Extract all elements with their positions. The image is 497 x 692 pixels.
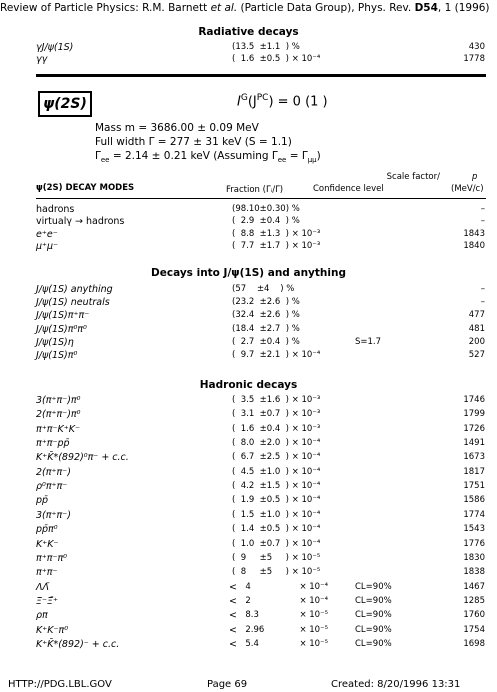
branching-fraction: ( 9.7 ±2.1 ) × 10⁻⁴ xyxy=(232,350,321,360)
header-journal-volume: D54 xyxy=(414,2,438,14)
branching-fraction: ( 2.9 ±0.4 ) % xyxy=(232,216,300,227)
particle-gamma-ee xyxy=(95,150,321,164)
decay-mode: K⁺K⁻π⁰ xyxy=(36,624,69,636)
momentum: 1838 xyxy=(463,567,485,578)
momentum: 1285 xyxy=(463,595,485,606)
momentum: 1673 xyxy=(463,452,485,463)
decay-mode: γγ xyxy=(36,54,48,65)
table-row xyxy=(0,481,497,493)
momentum: 1776 xyxy=(463,538,485,549)
particle-width: Full width Γ = 277 ± 31 keV (S = 1.1) xyxy=(95,136,292,148)
upper-limit-sign: < xyxy=(229,638,237,650)
branching-fraction: (13.5 ±1.1 ) % xyxy=(232,42,300,52)
upper-limit-sign: < xyxy=(229,595,237,607)
confidence-level: CL=90% xyxy=(355,581,392,592)
table-row xyxy=(0,324,497,336)
table-row xyxy=(0,553,497,565)
confidence-level: CL=90% xyxy=(355,595,392,606)
decay-mode: 2(π⁺π⁻) xyxy=(36,466,71,478)
hadronic-section-title: Hadronic decays xyxy=(199,379,298,391)
header-text-post: (Particle Data Group), Phys. Rev. xyxy=(237,2,415,14)
decay-mode: virtualγ → hadrons xyxy=(36,216,125,228)
momentum: 1746 xyxy=(463,395,485,405)
branching-fraction: ( 1.6 ±0.4 ) × 10⁻³ xyxy=(232,423,321,434)
decay-mode: K⁺K⁻ xyxy=(36,538,59,550)
momentum: 1840 xyxy=(463,240,485,251)
momentum: 1491 xyxy=(463,438,485,449)
momentum: 477 xyxy=(468,310,485,321)
table-row xyxy=(0,395,497,407)
momentum: 1830 xyxy=(463,552,485,563)
decay-mode: J/ψ(1S)π⁰ xyxy=(36,350,78,361)
particle-name-box: ψ(2S) xyxy=(38,91,92,117)
table-row xyxy=(0,467,497,479)
confidence-level: CL=90% xyxy=(355,624,392,635)
table-row xyxy=(0,424,497,436)
branching-fraction: ( 1.5 ±1.0 ) × 10⁻⁴ xyxy=(232,509,321,520)
particle-mass: Mass m = 3686.00 ± 0.09 MeV xyxy=(95,122,259,134)
decay-mode: ρπ xyxy=(36,610,48,622)
table-row xyxy=(0,610,497,622)
gamma-sub-3: μμ xyxy=(307,156,317,165)
table-row xyxy=(0,204,497,216)
table-row xyxy=(0,639,497,651)
momentum: 527 xyxy=(468,350,485,360)
branching-fraction: ( 4.5 ±1.0 ) × 10⁻⁴ xyxy=(232,466,321,477)
upper-limit-sign: < xyxy=(229,581,237,593)
table-row xyxy=(0,524,497,536)
radiative-decays-title: Radiative decays xyxy=(198,26,299,38)
decay-mode: hadrons xyxy=(36,204,75,215)
col-decay-modes: ψ(2S) DECAY MODES xyxy=(36,183,135,193)
quantum-numbers xyxy=(237,93,328,109)
momentum: 1726 xyxy=(463,423,485,434)
table-row xyxy=(0,284,497,296)
branching-fraction: ( 1.9 ±0.5 ) × 10⁻⁴ xyxy=(232,495,321,506)
branching-fraction: ( 1.6 ±0.5 ) × 10⁻⁴ xyxy=(232,54,321,64)
table-row xyxy=(0,409,497,421)
momentum: 1698 xyxy=(463,638,485,649)
branching-fraction: ( 9 ±5 ) × 10⁻⁵ xyxy=(232,552,321,563)
momentum: 1754 xyxy=(463,624,485,635)
branching-fraction: (23.2 ±2.6 ) % xyxy=(232,297,300,308)
branching-fraction: 4 × 10⁻⁴ xyxy=(240,581,328,592)
gamma-sub-2: ee xyxy=(277,156,287,165)
branching-fraction: 2 × 10⁻⁴ xyxy=(240,595,328,606)
table-row xyxy=(0,495,497,507)
footer-url: HTTP://PDG.LBL.GOV xyxy=(8,679,112,690)
col-p-top: p xyxy=(472,172,478,182)
col-p-bottom: (MeV/c) xyxy=(451,184,484,194)
table-row xyxy=(0,42,497,54)
confidence-level: CL=90% xyxy=(355,610,392,621)
table-row xyxy=(0,216,497,228)
footer-created: Created: 8/20/1996 13:31 xyxy=(331,679,461,690)
decay-mode: e⁺e⁻ xyxy=(36,228,58,240)
table-row xyxy=(0,510,497,522)
decay-mode: ΛΛ̄ xyxy=(36,581,49,593)
qn-value: ) = 0 (1 ) xyxy=(268,94,328,110)
decay-mode: J/ψ(1S)π⁰π⁰ xyxy=(36,323,87,335)
decay-mode: γJ/ψ(1S) xyxy=(36,42,74,53)
decay-mode: J/ψ(1S) anything xyxy=(36,284,113,295)
momentum: – xyxy=(480,284,485,294)
qn-J: (J xyxy=(247,94,257,110)
scale-factor: S=1.7 xyxy=(355,336,382,347)
momentum: 481 xyxy=(468,323,485,334)
branching-fraction: (57 ±4 ) % xyxy=(232,284,295,294)
header-text: Review of Particle Physics: R.M. Barnett xyxy=(0,2,211,14)
decay-mode: J/ψ(1S)η xyxy=(36,336,74,348)
branching-fraction: ( 2.7 ±0.4 ) % xyxy=(232,336,300,347)
branching-fraction: 8.3 × 10⁻⁵ xyxy=(240,610,328,621)
table-row xyxy=(0,297,497,309)
momentum: 1467 xyxy=(463,581,485,592)
momentum: 1799 xyxy=(463,409,485,420)
table-row xyxy=(0,625,497,637)
momentum: 1586 xyxy=(463,495,485,506)
table-row xyxy=(0,241,497,253)
momentum: 1817 xyxy=(463,466,485,477)
table-row xyxy=(0,310,497,322)
branching-fraction: ( 8.8 ±1.3 ) × 10⁻³ xyxy=(232,228,321,239)
decay-mode: 3(π⁺π⁻) xyxy=(36,509,71,521)
qn-PC: PC xyxy=(256,93,269,103)
decay-mode: K⁺K̄*(892)⁰π⁻ + c.c. xyxy=(36,452,129,464)
branching-fraction: (18.4 ±2.7 ) % xyxy=(232,323,300,334)
momentum: – xyxy=(480,204,485,214)
decay-mode: Ξ⁻Ξ̄⁺ xyxy=(36,595,59,607)
momentum: 1778 xyxy=(463,54,485,64)
decay-mode: J/ψ(1S) neutrals xyxy=(36,297,110,309)
branching-fraction: ( 8.0 ±2.0 ) × 10⁻⁴ xyxy=(232,438,321,449)
decay-mode: K⁺K̄*(892)⁻ + c.c. xyxy=(36,638,120,650)
table-row xyxy=(0,350,497,362)
qn-G: G xyxy=(240,93,248,103)
branching-fraction: ( 1.4 ±0.5 ) × 10⁻⁴ xyxy=(232,524,321,535)
jpsi-section-title: Decays into J/ψ(1S) and anything xyxy=(151,267,346,279)
upper-limit-sign: < xyxy=(229,624,237,636)
decay-mode: 3(π⁺π⁻)π⁰ xyxy=(36,395,81,406)
gamma-symbol: Γ xyxy=(95,150,101,162)
decay-mode: pp̄π⁰ xyxy=(36,524,58,536)
branching-fraction: ( 7.7 ±1.7 ) × 10⁻³ xyxy=(232,240,321,251)
table-row xyxy=(0,452,497,464)
branching-fraction: ( 6.7 ±2.5 ) × 10⁻⁴ xyxy=(232,452,321,463)
momentum: 200 xyxy=(468,336,485,347)
branching-fraction: (32.4 ±2.6 ) % xyxy=(232,310,300,321)
col-fraction: Fraction (Γᵢ/Γ) xyxy=(226,185,284,195)
table-row xyxy=(0,567,497,579)
decay-mode: 2(π⁺π⁻)π⁰ xyxy=(36,409,81,421)
branching-fraction: ( 3.1 ±0.7 ) × 10⁻³ xyxy=(232,409,321,420)
table-row xyxy=(0,596,497,608)
momentum: – xyxy=(480,297,485,308)
col-scale-top: Scale factor/ xyxy=(386,172,440,182)
section-divider xyxy=(36,74,486,77)
header-rule xyxy=(36,198,486,199)
confidence-level: CL=90% xyxy=(355,638,392,649)
footer-page: Page 69 xyxy=(207,679,248,690)
decay-mode: pp̄ xyxy=(36,495,49,507)
table-row xyxy=(0,337,497,349)
branching-fraction: ( 8 ±5 ) × 10⁻⁵ xyxy=(232,567,321,578)
decay-mode: μ⁺μ⁻ xyxy=(36,240,59,252)
gamma-eq: = Γ xyxy=(286,150,308,162)
branching-fraction: ( 4.2 ±1.5 ) × 10⁻⁴ xyxy=(232,481,321,492)
branching-fraction: (98.10±0.30) % xyxy=(232,204,300,214)
momentum: 430 xyxy=(468,42,485,52)
branching-fraction: ( 3.5 ±1.6 ) × 10⁻³ xyxy=(232,395,321,405)
table-row xyxy=(0,582,497,594)
decay-mode: π⁺π⁻π⁰ xyxy=(36,552,67,564)
momentum: 1774 xyxy=(463,509,485,520)
decay-mode: ρ⁰π⁺π⁻ xyxy=(36,481,68,493)
decay-mode: π⁺π⁻K⁺K⁻ xyxy=(36,423,80,435)
qn-I: I xyxy=(237,94,241,110)
gamma-sub: ee xyxy=(100,156,110,165)
table-row xyxy=(0,438,497,450)
page-header xyxy=(0,2,490,14)
table-row xyxy=(0,229,497,241)
decay-mode: π⁺π⁻ xyxy=(36,567,58,579)
momentum: 1751 xyxy=(463,481,485,492)
header-text-end: , 1 (1996) xyxy=(437,2,490,14)
gamma-value: = 2.14 ± 0.21 keV (Assuming Γ xyxy=(109,150,278,162)
momentum: 1843 xyxy=(463,228,485,239)
header-et-al: et al. xyxy=(210,2,238,14)
momentum: 1760 xyxy=(463,610,485,621)
upper-limit-sign: < xyxy=(229,610,237,622)
table-row xyxy=(0,539,497,551)
branching-fraction: 5.4 × 10⁻⁵ xyxy=(240,638,328,649)
momentum: – xyxy=(480,216,485,227)
decay-mode: J/ψ(1S)π⁺π⁻ xyxy=(36,310,90,322)
branching-fraction: ( 1.0 ±0.7 ) × 10⁻⁴ xyxy=(232,538,321,549)
decay-mode: π⁺π⁻pp̄ xyxy=(36,438,70,450)
gamma-end: ) xyxy=(316,150,321,162)
branching-fraction: 2.96 × 10⁻⁵ xyxy=(240,624,328,635)
momentum: 1543 xyxy=(463,524,485,535)
col-scale-bottom: Confidence level xyxy=(313,184,384,194)
table-row xyxy=(0,54,497,66)
